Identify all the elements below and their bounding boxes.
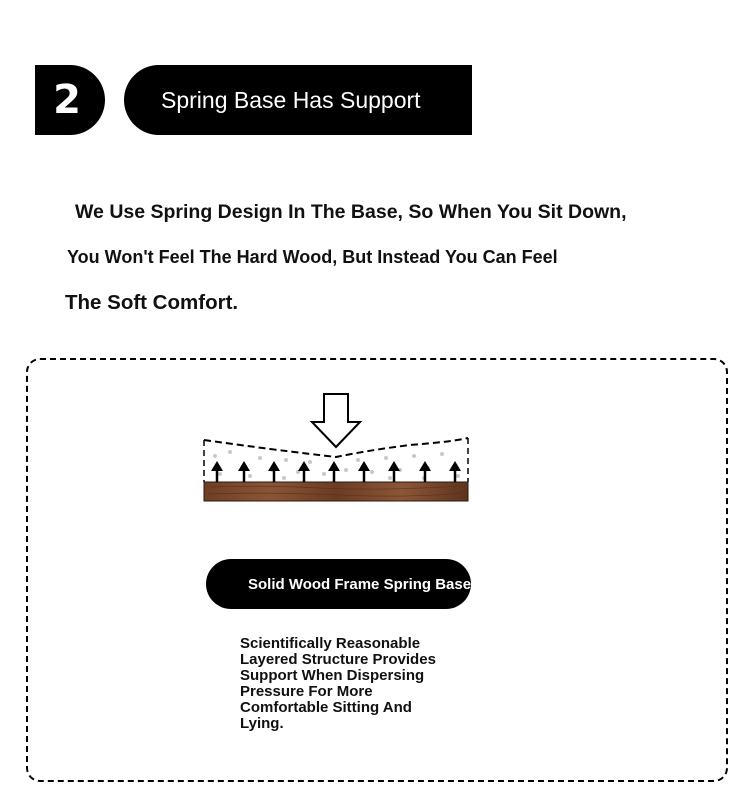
spring-base-label-text: Solid Wood Frame Spring Base — [248, 575, 472, 593]
down-arrow-icon — [312, 394, 360, 447]
description-line-3: The Soft Comfort. — [65, 291, 239, 314]
section-title-banner — [124, 65, 472, 135]
section-title: Spring Base Has Support — [161, 86, 421, 113]
spring-base-label — [206, 559, 471, 609]
structure-description: Scientifically Reasonable Layered Structure Provides Support When Dispersing Pressure For More Comfortable Sitting And Lying. — [240, 635, 436, 732]
wood-board — [204, 482, 468, 501]
description-line-1: We Use Spring Design In The Base, So When You Sit Down, — [75, 201, 627, 223]
spring-base-diagram — [200, 390, 475, 505]
step-number: 2 — [53, 77, 81, 123]
step-number-badge — [35, 65, 105, 135]
description-line-2: You Won't Feel The Hard Wood, But Instead You Can Feel — [67, 247, 558, 267]
